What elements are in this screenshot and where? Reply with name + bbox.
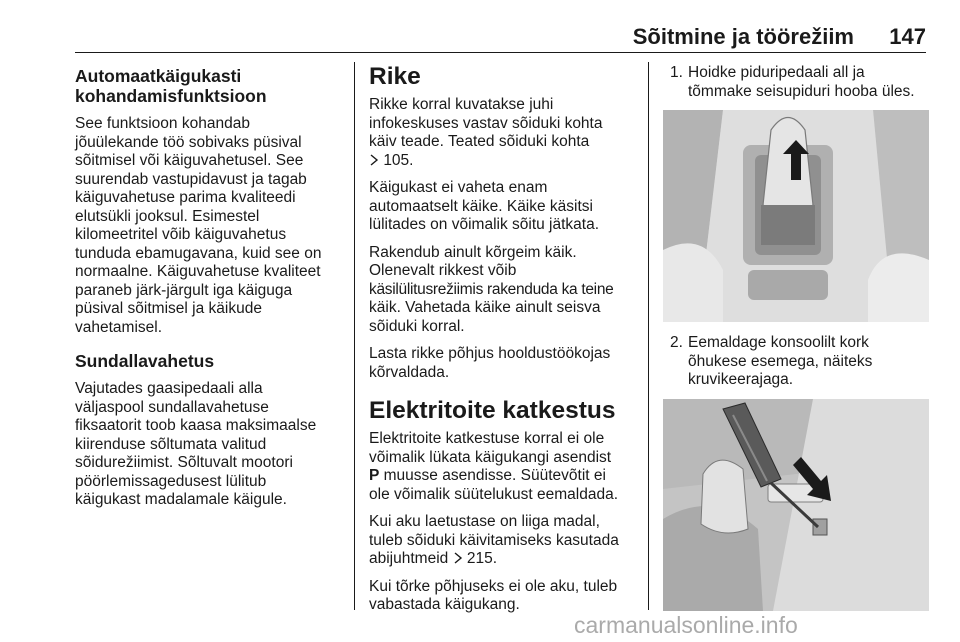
text-line: püsival sõitmisel ja käikude (75, 300, 262, 317)
text-line: käik. Vahetada käike ainult seisva (369, 299, 601, 316)
text-line: normaalne. Käiguvahetuse kvaliteet (75, 263, 321, 280)
header-title: Sõitmine ja töörežiim (632, 24, 854, 49)
console-cap-photo (663, 399, 929, 611)
text-line: Olenevalt rikkest võib (369, 262, 517, 279)
text-line: Lasta rikke põhjus hooldustöökojas (369, 345, 611, 362)
text-line: tõmmake seisupiduri hooba üles. (688, 82, 915, 100)
watermark: carmanualsonline.info (574, 612, 798, 638)
middle-column (369, 64, 641, 624)
step-number: 2. (670, 334, 683, 351)
text-line: ole võimalik süütelukust eemaldada. (369, 485, 618, 503)
text-line: käiguvahetuse parima kvaliteedi (75, 189, 296, 206)
text-line: paraneb järk-järgult iga käiguga (75, 281, 293, 299)
power-paragraph-1 (369, 430, 641, 504)
text-line: sõitmisel või käiguvahetusel. See (75, 152, 304, 169)
text-line: kruvikeerajaga. (688, 371, 794, 388)
text-line: õhukese esemega, näiteks (688, 352, 873, 370)
page-header (75, 0, 926, 50)
screwdriver-illustration (663, 399, 929, 611)
kickdown-paragraph (75, 380, 345, 510)
text-line: kiirenduse sõltumata valitud (75, 435, 267, 453)
text-line: Hoidke piduripedaali all ja (688, 64, 865, 81)
text-line: jõuülekande töö sobivaks püsival (75, 133, 302, 151)
heading-kickdown: Sundallavahetus (75, 351, 215, 371)
fault-paragraph-1 (369, 96, 641, 170)
heading-line: kohandamisfunktsioon (75, 86, 267, 106)
text-line: Vajutades gaasipedaali alla (75, 380, 263, 397)
text-line: sõidurežiimist. Sõltuvalt mootori (75, 454, 293, 471)
text-line: käsilülitusrežiimis rakenduda ka teine (369, 280, 614, 298)
power-paragraph-2 (369, 513, 641, 569)
text-line: Kui aku laetustase on liiga madal, (369, 513, 600, 530)
left-column (75, 66, 345, 519)
heading-fault: Rike (369, 63, 421, 90)
text-line: väljaspool sundallavahetuse (75, 398, 269, 416)
text-line: Käigukast ei vaheta enam (369, 179, 548, 196)
text-line: automaatselt käike. Käike käsitsi (369, 197, 593, 215)
step-2 (663, 334, 929, 390)
text-line: Rakendub ainult kõrgeim käik. (369, 243, 577, 261)
text-line: See funktsioon kohandab (75, 115, 250, 132)
text-line: infokeskuses vastav sõiduki kohta (369, 114, 603, 132)
column-divider-1 (354, 62, 355, 610)
steps-list-1 (663, 64, 929, 101)
text-line: Rikke korral kuvatakse juhi (369, 96, 554, 113)
text-line: vahetamisel. (75, 318, 163, 336)
heading-line: Automaatkäigukasti (75, 66, 242, 86)
gear-position-p: P (369, 467, 380, 484)
fault-paragraph-4 (369, 345, 641, 382)
page-reference-arrow-icon (369, 154, 379, 166)
page-reference[interactable]: 215. (466, 550, 498, 567)
heading-adaptive (75, 66, 345, 106)
power-paragraph-3 (369, 578, 641, 615)
text-line: tuleb sõiduki käivitamiseks kasutada (369, 531, 619, 549)
right-column (663, 64, 929, 611)
page-number: 147 (889, 24, 926, 49)
text-line: abijuhtmeid (369, 550, 449, 567)
page-reference-arrow-icon (453, 552, 463, 564)
text-line: käiv teade. Teated sõiduki kohta (369, 133, 590, 150)
steps-list-2 (663, 334, 929, 390)
text-line: Kui tõrke põhjuseks ei ole aku, tuleb (369, 577, 618, 595)
step-1 (663, 64, 929, 101)
text-line: Elektritoite katkestuse korral ei ole (369, 430, 605, 447)
header-rule (75, 52, 926, 53)
text-line: võimalik lükata käigukangi asendist (369, 448, 612, 466)
text-line: kõrvaldada. (369, 363, 450, 381)
column-divider-2 (648, 62, 649, 610)
fault-paragraph-2 (369, 179, 641, 235)
text-line: fiksaatorit toob kaasa maksimaalse (75, 417, 317, 434)
gear-lever-illustration (663, 110, 929, 322)
heading-power-failure: Elektritoite katkestus (369, 397, 616, 424)
text-line: sõiduki korral. (369, 317, 465, 335)
text-line: Eemaldage konsoolilt kork (688, 334, 869, 351)
page-reference[interactable]: 105. (383, 151, 414, 169)
text-line: vabastada käigukang. (369, 596, 520, 613)
text-line: elutsükli jooksul. Esimestel (75, 207, 260, 225)
text-line: käigukast madalamale käigule. (75, 491, 287, 508)
gear-lever-photo (663, 110, 929, 322)
fault-paragraph-3 (369, 244, 641, 337)
text-line: lülitades on võimalik sõitu jätkata. (369, 216, 600, 233)
text-line: muusse asendisse. Süütevõtit ei (379, 467, 606, 484)
text-line: kilomeetritel võib käiguvahetus (75, 226, 287, 243)
adaptive-paragraph (75, 115, 345, 337)
text-line: tunduda ebamugavana, kuid see on (75, 244, 322, 262)
text-line: pöörlemissagedusest lülitub (75, 472, 267, 490)
text-line: suurendab vastupidavust ja tagab (75, 170, 307, 188)
step-number: 1. (670, 64, 683, 81)
